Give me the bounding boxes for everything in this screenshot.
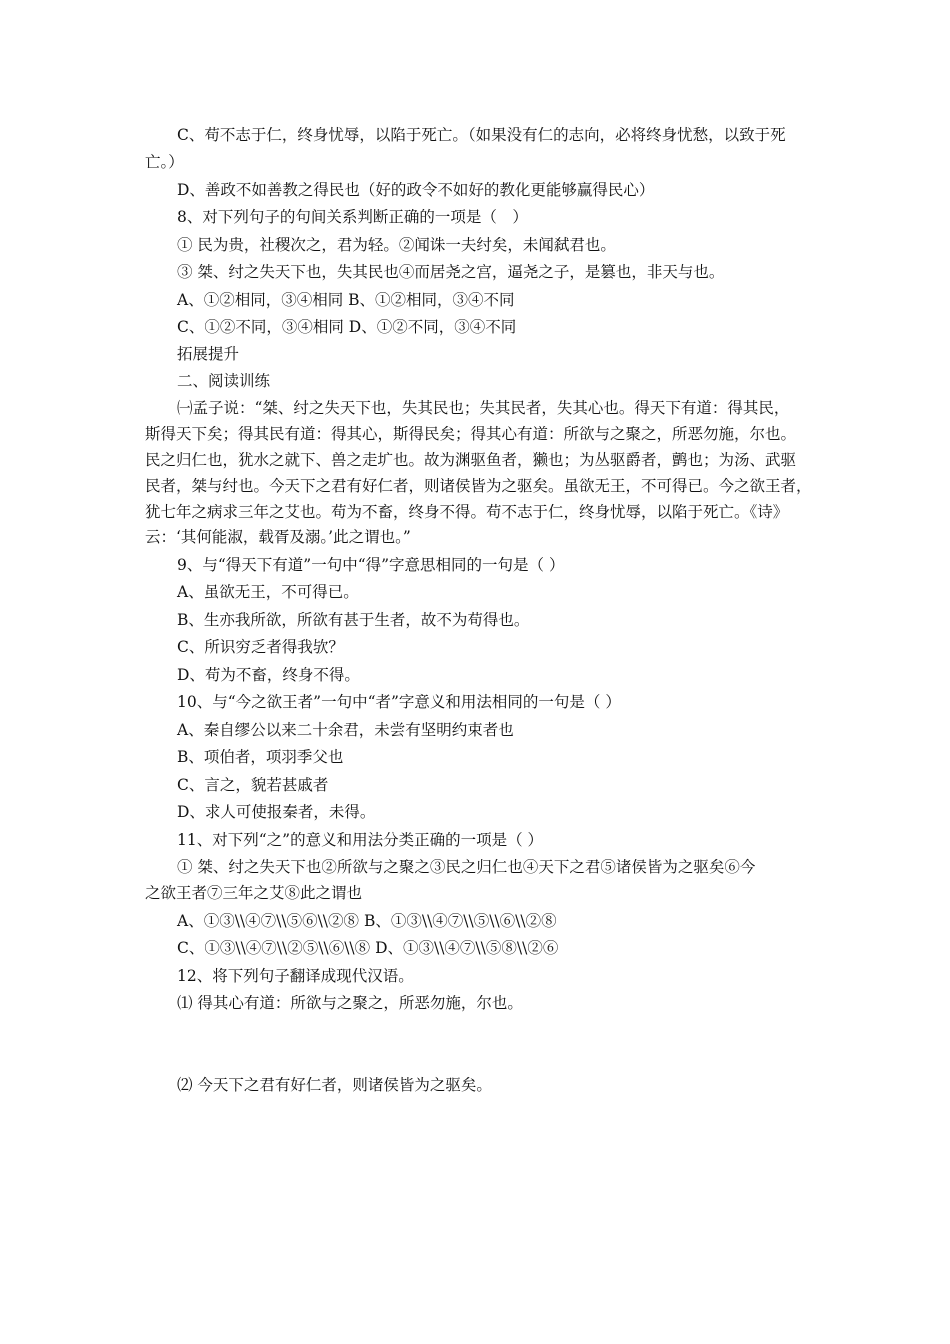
question-10: 10、与“今之欲王者”一句中“者”字意义和用法相同的一句是（ ） [177, 693, 621, 711]
q10-option-b: B、项伯者，项羽季父也 [177, 748, 344, 766]
question-11: 11、对下列“之”的意义和用法分类正确的一项是（ ） [177, 831, 543, 849]
q10-option-d: D、求人可使报秦者，未得。 [177, 803, 376, 821]
passage-line-5: 犹七年之病求三年之艾也。苟为不畜，终身不得。苟不志于仁，终身忧辱，以陷于死亡。《诗》 [145, 503, 789, 521]
passage-line-1: ㈠孟子说：“桀、纣之失天下也，失其民也；失其民者，失其心也。得天下有道：得其民， [177, 399, 790, 417]
q9-option-a: A、虽欲无王，不可得已。 [177, 583, 359, 601]
q8-sentences-2: ③ 桀、纣之失天下也，失其民也④而居尧之宫，逼尧之子，是篡也，非天与也。 [177, 263, 725, 281]
question-12: 12、将下列句子翻译成现代汉语。 [177, 967, 414, 985]
question-8: 8、对下列句子的句间关系判断正确的一项是（ ） [177, 208, 528, 226]
q10-option-a: A、秦自缪公以来二十余君，未尝有坚明约束者也 [177, 721, 514, 739]
passage-line-3: 民之归仁也，犹水之就下、兽之走圹也。故为渊驱鱼者，獭也；为丛驱爵者，鹯也；为汤、武驱 [145, 451, 797, 469]
q11-options-cd: C、①③\\④⑦\\②⑤\\⑥\\⑧ D、①③\\④⑦\\⑤⑧\\②⑥ [177, 939, 559, 957]
passage-line-2: 斯得天下矣；得其民有道：得其心，斯得民矣；得其心有道：所欲与之聚之，所恶勿施，尔也。 [145, 425, 797, 443]
q8-sentences-1: ① 民为贵，社稷次之，君为轻。②闻诛一夫纣矣，未闻弑君也。 [177, 236, 616, 254]
passage-line-4: 民者，桀与纣也。今天下之君有好仁者，则诸侯皆为之驱矣。虽欲无王，不可得已。今之欲王者， [145, 477, 812, 495]
q11-options-ab: A、①③\\④⑦\\⑤⑥\\②⑧ B、①③\\④⑦\\⑤\\⑥\\②⑧ [177, 912, 557, 930]
passage-line-6: 云：‘其何能淑，载胥及溺。’此之谓也。” [145, 528, 411, 546]
q11-items-line1: ① 桀、纣之失天下也②所欲与之聚之③民之归仁也④天下之君⑤诸侯皆为之驱矣⑥今 [177, 858, 756, 876]
q8-options-ab: A、①②相同，③④相同 B、①②相同，③④不同 [177, 291, 515, 309]
section-heading: 拓展提升 [177, 345, 240, 363]
reading-heading: 二、阅读训练 [177, 372, 271, 390]
option-d: D、善政不如善教之得民也（好的政令不如好的教化更能够赢得民心） [177, 181, 655, 199]
q9-option-c: C、所识穷乏者得我欤？ [177, 638, 344, 656]
q9-option-d: D、苟为不畜，终身不得。 [177, 666, 360, 684]
option-c-line2: 亡。） [145, 153, 184, 171]
q9-option-b: B、生亦我所欲，所欲有甚于生者，故不为苟得也。 [177, 611, 530, 629]
q11-items-line2: 之欲王者⑦三年之艾⑧此之谓也 [145, 884, 363, 902]
q12-sentence-2: ⑵ 今天下之君有好仁者，则诸侯皆为之驱矣。 [177, 1076, 492, 1094]
question-9: 9、与“得天下有道”一句中“得”字意思相同的一句是（ ） [177, 556, 565, 574]
q10-option-c: C、言之，貌若甚戚者 [177, 776, 329, 794]
option-c-line1: C、苟不志于仁，终身忧辱，以陷于死亡。（如果没有仁的志向，必将终身忧愁，以致于死 [177, 126, 786, 144]
q12-sentence-1: ⑴ 得其心有道：所欲与之聚之，所恶勿施，尔也。 [177, 994, 523, 1012]
q8-options-cd: C、①②不同，③④相同 D、①②不同，③④不同 [177, 318, 517, 336]
